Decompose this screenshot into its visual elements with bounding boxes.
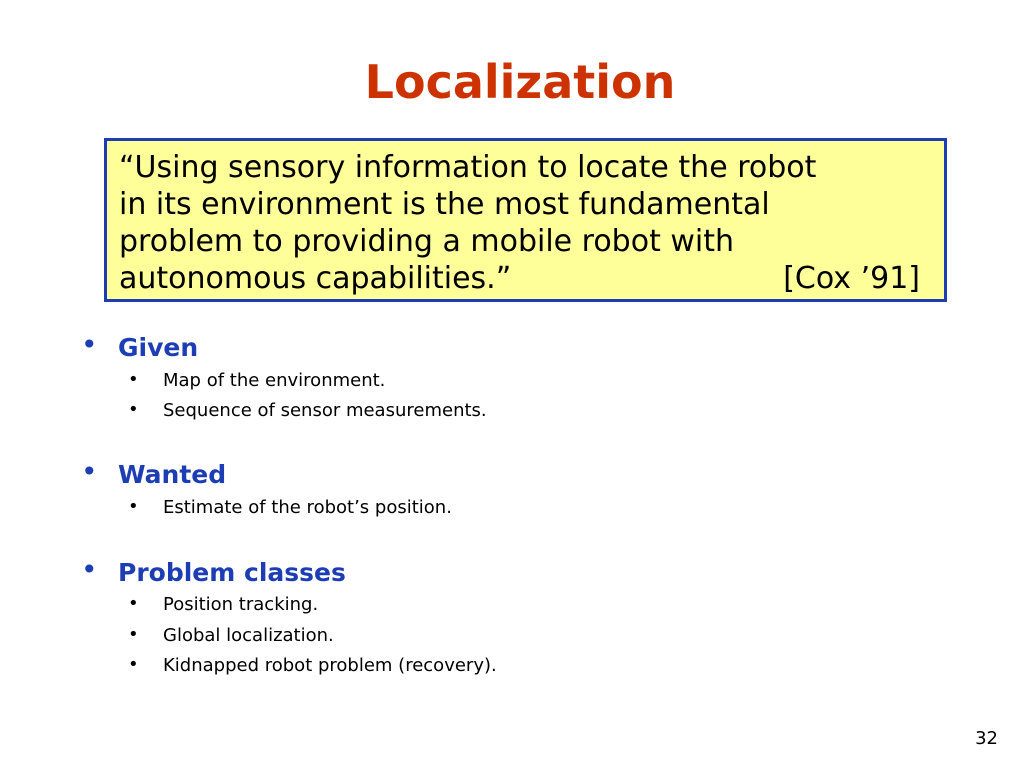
bullet-problem-classes xyxy=(81,553,346,590)
sub-bullet xyxy=(128,591,318,619)
bullet-heading: Problem classes xyxy=(118,558,346,587)
slide-title: Localization xyxy=(364,55,676,109)
bullet-heading: Wanted xyxy=(118,460,227,489)
bullet-icon: • xyxy=(81,455,98,488)
quote-line: “Using sensory information to locate the robot xyxy=(119,150,817,185)
sub-bullet-text: Global localization. xyxy=(163,625,334,646)
bullet-icon: • xyxy=(81,328,98,361)
sub-bullet-text: Position tracking. xyxy=(163,594,319,615)
sub-bullet-text: Map of the environment. xyxy=(163,370,386,391)
sub-bullet xyxy=(128,652,497,680)
sub-bullet-icon: • xyxy=(128,368,139,390)
sub-bullet-text: Kidnapped robot problem (recovery). xyxy=(163,655,497,676)
sub-bullet-icon: • xyxy=(128,592,139,614)
sub-bullet xyxy=(128,367,385,395)
quote-line: autonomous capabilities.” xyxy=(119,261,512,296)
sub-bullet xyxy=(128,494,452,522)
bullet-heading: Given xyxy=(118,333,199,362)
sub-bullet-icon: • xyxy=(128,623,139,645)
sub-bullet-icon: • xyxy=(128,398,139,420)
quote-line: problem to providing a mobile robot with xyxy=(119,224,735,259)
sub-bullet-icon: • xyxy=(128,653,139,675)
quote-line: in its environment is the most fundamental xyxy=(119,187,770,222)
bullet-icon: • xyxy=(81,553,98,586)
page-number: 32 xyxy=(975,728,998,749)
bullet-given xyxy=(81,328,199,365)
sub-bullet-text: Estimate of the robot’s position. xyxy=(163,497,452,518)
sub-bullet xyxy=(128,622,334,650)
quote-citation: [Cox ’91] xyxy=(783,261,920,296)
sub-bullet xyxy=(128,397,487,425)
sub-bullet-text: Sequence of sensor measurements. xyxy=(163,400,487,421)
sub-bullet-icon: • xyxy=(128,495,139,517)
bullet-wanted xyxy=(81,455,227,492)
